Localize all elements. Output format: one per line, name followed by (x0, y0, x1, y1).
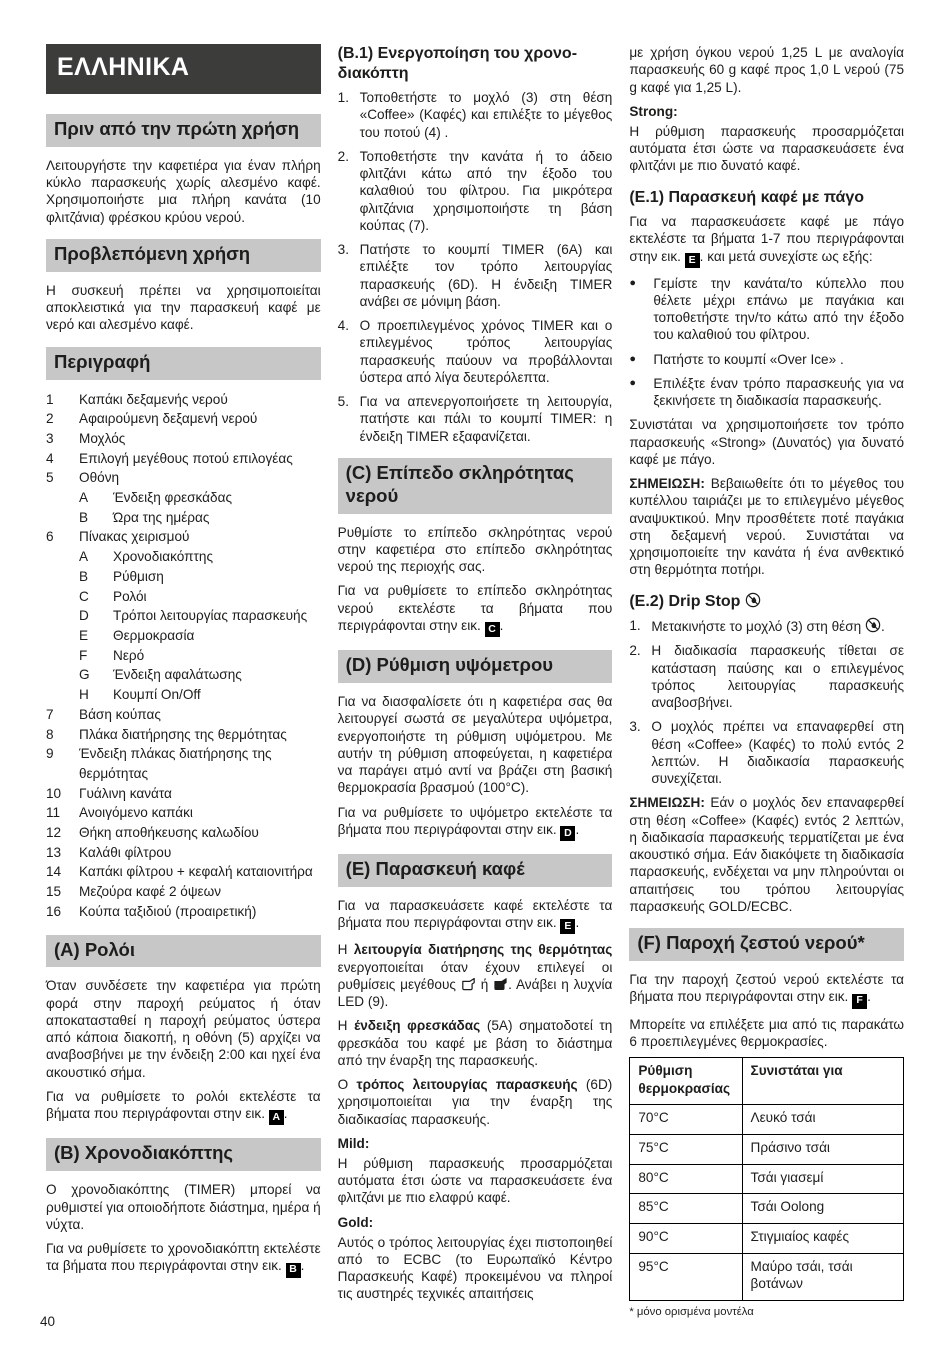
part-name: Ένδειξη φρεσκάδας (113, 490, 232, 506)
figure-ref-badge: F (852, 994, 867, 1009)
bold-text: ΣΗΜΕΙΩΣΗ: (629, 795, 705, 811)
drip-stop-icon (745, 592, 761, 608)
paragraph: Συνιστάται να χρησιμοποιήσετε τον τρόπο παρασκευής «Strong» (Δυνατός) για δυνατό καφέ με πάγο. (629, 417, 905, 467)
figure-ref-badge: C (485, 622, 500, 637)
part-name: Νερό (113, 647, 145, 663)
part-name: Καπάκι φίλτρου + κεφαλή καταιονιτήρα (79, 864, 313, 880)
bullet-dot-icon: ● (629, 376, 636, 389)
part-number: 4 (46, 450, 54, 466)
subsection-heading: (E.1) Παρασκευή καφέ με πάγο (629, 188, 865, 206)
item-text: Ο προεπιλεγμένος χρόνος TIMER και ο επιλεγμένος τρόπος λειτουργίας παρασκευής παύουν να προβάλλονται ύστερα από λίγα δευτερόλεπτα. (359, 318, 613, 385)
item-text: Για να απενεργοποιήσετε τη λειτουργία, πατήστε και πάλι το κουμπί TIMER: η ένδειξη TIMER εξαφανίζεται. (359, 394, 613, 444)
part-number: H (79, 687, 89, 703)
part-number: 9 (46, 746, 54, 762)
section-heading: (D) Ρύθμιση υψόμετρου (338, 650, 613, 683)
part-number: 14 (46, 864, 62, 880)
part-name: Γυάλινη κανάτα (79, 785, 172, 801)
column-3 (629, 44, 904, 1318)
parts-list-item (46, 429, 321, 449)
section-heading: Περιγραφή (46, 347, 321, 380)
page-number: 40 (40, 1314, 56, 1329)
numbered-item (338, 317, 613, 386)
column-1 (46, 44, 321, 1285)
section-heading: (C) Επίπεδο σκληρότητας νερού (338, 458, 613, 514)
parts-list-item (46, 547, 321, 567)
parts-list-item (46, 843, 321, 863)
column-2 (338, 44, 613, 1310)
item-text: Πατήστε το κουμπί «Over Ice» . (653, 351, 844, 367)
paragraph: Η συσκευή πρέπει να χρησιμοποιείται αποκλειστικά για την παρασκευή καφέ με νερό και αλεσμένο καφέ. (46, 282, 321, 333)
part-number: B (79, 509, 89, 525)
parts-list (46, 390, 321, 922)
paragraph: με χρήση όγκου νερού 1,25 L με αναλογία παρασκευής 60 g καφέ προς 1,0 L νερού (75 g καφέ για 1,25 L). (629, 45, 905, 95)
figure-ref-badge: B (286, 1263, 301, 1278)
part-number: C (79, 588, 89, 604)
parts-list-item (46, 882, 321, 902)
temperature-table (629, 1057, 904, 1301)
parts-list-item (46, 567, 321, 587)
numbered-item (338, 393, 613, 445)
section-heading: Πριν από την πρώτη χρήση (46, 114, 321, 147)
parts-list-item (46, 685, 321, 705)
parts-list-item (46, 587, 321, 607)
paragraph: Για να ρυθμίσετε το επίπεδο σκληρότητας νερού εκτελέστε τα βήματα που περιγράφονται στην εικ. C . (338, 582, 613, 637)
item-text: Πατήστε το κουμπί TIMER (6A) και επιλέξτε τον τρόπο λειτουργίας παρασκευής (6D). Η ένδειξη TIMER ανάβει σε μόνιμη βάση. (359, 242, 613, 309)
part-number: 10 (46, 785, 62, 801)
part-name: Βάση κούπας (79, 706, 161, 722)
part-number: B (79, 568, 89, 584)
parts-list-item (46, 705, 321, 725)
numbered-item (629, 617, 904, 635)
carafe-outline-icon (461, 977, 476, 991)
part-number: 2 (46, 411, 54, 427)
part-name: Πλάκα διατήρησης της θερμότητας (79, 726, 287, 742)
parts-list-item (46, 744, 321, 783)
bold-text: λειτουργία διατήρησης της θερμότητας (353, 942, 613, 958)
parts-list-item (46, 725, 321, 745)
part-name: Ρύθμιση (113, 568, 164, 584)
paragraph: Λειτουργήστε την καφετιέρα για έναν πλήρη κύκλο παρασκευής χωρίς αλεσμένο καφέ. Χρησιμοποιήστε μια πλήρη κανάτα (10 φλιτζάνια) φρέσκου κρύου νερού. (46, 157, 321, 225)
parts-list-item (46, 390, 321, 410)
item-text: Μετακινήστε το μοχλό (3) στη θέση . (651, 619, 885, 635)
paragraph: Για να ρυθμίσετε το χρονοδιακόπτη εκτελέστε τα βήματα που περιγράφονται στην εικ. B . (46, 1240, 321, 1277)
item-text: Η διαδικασία παρασκευής τίθεται σε κατάσταση παύσης και ο επιλεγμένος τρόπος λειτουργίας παρασκευής αναβοσβήνει. (651, 643, 905, 711)
footnote: * μόνο ορισμένα μοντέλα (629, 1306, 754, 1319)
item-text: Ο μοχλός πρέπει να επαναφερθεί στη θέση «Coffee» (Καφές) το πολύ εντός 2 λεπτών. Η διαδικασία παρασκευής συνεχίζεται. (651, 719, 905, 787)
language-title: ΕΛΛΗΝΙΚΑ (46, 44, 321, 94)
part-number: 5 (46, 470, 54, 486)
part-number: 7 (46, 706, 54, 722)
part-number: A (79, 490, 89, 506)
paragraph: Ο χρονοδιακόπτης (TIMER) μπορεί να ρυθμιστεί για οποιοδήποτε διάστημα, ημέρα ή νύχτα. (46, 1182, 321, 1232)
parts-list-item (46, 862, 321, 882)
bold-text: τρόπος λειτουργίας παρασκευής (356, 1077, 578, 1093)
mode-label: Mild: (337, 1135, 370, 1151)
table-cell: Μαύρο τσάι, τσάι βοτάνων (742, 1253, 903, 1300)
paragraph: Για να παρασκευάσετε καφέ εκτελέστε τα βήματα που περιγράφονται στην εικ. E . (338, 897, 613, 934)
parts-list-item (46, 665, 321, 685)
item-number: 2. (629, 643, 641, 659)
figure-ref-badge: D (560, 826, 575, 841)
part-number: A (79, 549, 89, 565)
table-row (630, 1105, 904, 1135)
part-number: 12 (46, 825, 62, 841)
part-number: D (79, 608, 89, 624)
parts-list-item (46, 803, 321, 823)
item-number: 1. (629, 618, 641, 634)
part-number: F (79, 647, 88, 663)
table-row (630, 1164, 904, 1194)
paragraph: Για να ρυθμίσετε το υψόμετρο εκτελέστε τα βήματα που περιγράφονται στην εικ. D . (338, 804, 613, 841)
part-number: E (79, 628, 89, 643)
table-cell: Λευκό τσάι (742, 1105, 903, 1135)
item-text: Τοποθετήστε το μοχλό (3) στη θέση «Coffee» (Καφές) και επιλέξτε το μέγεθος του ποτού (4) . (359, 90, 613, 140)
table-row (630, 1253, 904, 1300)
item-number: 5. (337, 394, 350, 410)
table-cell: Πράσινο τσάι (742, 1135, 903, 1165)
paragraph: Για να παρασκευάσετε καφέ με πάγο εκτελέστε τα βήματα 1-7 που περιγράφονται στην εικ. E . και μετά συνεχίστε ως εξής: (629, 213, 904, 268)
item-text: Γεμίστε την κανάτα/το κύπελλο που θέλετε μέχρι επάνω με παγάκια και τοποθετήστε την/το κάτω από την έξοδο του καλαθιού του φίλτρου. (653, 275, 905, 343)
table-row (630, 1224, 904, 1254)
section-heading: (F) Παροχή ζεστού νερού* (629, 928, 904, 961)
table-cell: Στιγμιαίος καφές (742, 1224, 903, 1254)
subsection-heading: (B.1) Ενεργοποίηση του χρονο-διακόπτη (337, 45, 578, 82)
part-number: G (79, 667, 90, 683)
parts-list-item (46, 527, 321, 547)
parts-list-item (46, 508, 321, 528)
part-name: Καλάθι φίλτρου (79, 844, 172, 860)
section-heading: Προβλεπόμενη χρήση (46, 239, 321, 272)
item-number: 4. (337, 318, 350, 334)
paragraph: Η ένδειξη φρεσκάδας (5A) σηματοδοτεί τη φρεσκάδα του καφέ με βάση το διάστημα από την έναρξη της παρασκευής. (337, 1018, 613, 1068)
drip-stop-icon (865, 617, 881, 633)
paragraph: Για να διασφαλίσετε ότι η καφετιέρα σας θα λειτουργεί σωστά σε μεγαλύτερα υψόμετρα, ενεργοποιήστε τη ρύθμιση υψόμετρου. Με αυτήν τη ρύθμιση αποφεύγεται, η καφετιέρα να παράγει ατμό αντί να βράζει στη βασική θερμοκρασία βρασμού (100°C). (337, 694, 613, 796)
part-name: Καπάκι δεξαμενής νερού (79, 391, 228, 407)
part-name: Θερμοκρασία (113, 628, 195, 643)
parts-list-item (46, 823, 321, 843)
paragraph: Η ρύθμιση παρασκευής προσαρμόζεται αυτόματα έτσι ώστε να παρασκευάσετε ένα φλιτζάνι με πιο δυνατό καφέ. (629, 123, 905, 174)
table-cell: Τσάι Oolong (742, 1194, 903, 1224)
table-row (630, 1135, 904, 1165)
numbered-item (338, 148, 613, 234)
parts-list-item (46, 626, 321, 646)
table-header-cell: Ρύθμιση θερμοκρασίας (630, 1058, 742, 1105)
part-name: Χρονοδιακόπτης (113, 549, 214, 565)
part-name: Επιλογή μεγέθους ποτού επιλογέας (79, 450, 293, 466)
item-text: Επιλέξτε έναν τρόπο παρασκευής για να ξεκινήσετε τη διαδικασία παρασκευής. (653, 375, 905, 409)
figure-ref-badge: A (269, 1110, 284, 1125)
part-name: Τρόποι λειτουργίας παρασκευής (113, 608, 308, 624)
parts-list-item (46, 646, 321, 666)
numbered-item (629, 642, 904, 711)
table-cell: 80°C (630, 1164, 742, 1194)
part-number: 11 (46, 805, 61, 821)
bullet-item (629, 351, 904, 368)
part-name: Μοχλός (79, 430, 126, 446)
table-row (630, 1194, 904, 1224)
part-number: 3 (46, 430, 54, 446)
numbered-item (338, 241, 613, 310)
part-name: Αφαιρούμενη δεξαμενή νερού (79, 411, 258, 427)
part-name: Ανοιγόμενο καπάκι (79, 805, 193, 821)
numbered-list (629, 617, 904, 787)
section-heading: (B) Χρονοδιακόπτης (46, 1138, 321, 1171)
part-number: 13 (46, 844, 62, 860)
paragraph: Για να ρυθμίσετε το ρολόι εκτελέστε τα βήματα που περιγράφονται στην εικ. A . (46, 1088, 321, 1125)
content-columns (46, 44, 904, 1318)
bullet-dot-icon: ● (629, 276, 636, 289)
paragraph: Η ρύθμιση παρασκευής προσαρμόζεται αυτόματα έτσι ώστε να παρασκευάσετε ένα φλιτζάνι με πιο ελαφρύ καφέ. (337, 1155, 613, 1206)
item-number: 1. (337, 90, 350, 106)
part-name: Θήκη αποθήκευσης καλωδίου (79, 825, 259, 841)
subsection-heading: (E.2) Drip Stop (629, 592, 904, 612)
part-name: Κούπα ταξιδιού (προαιρετική) (79, 903, 257, 919)
paragraph: Ο τρόπος λειτουργίας παρασκευής (6D) χρησιμοποιείται για την έναρξη της διαδικασίας παρασκευής. (337, 1077, 613, 1127)
item-number: 3. (337, 242, 350, 258)
parts-list-item (46, 784, 321, 804)
carafe-filled-icon (493, 977, 508, 991)
section-heading: (A) Ρολόι (46, 935, 321, 968)
part-number: 8 (46, 726, 54, 742)
bullet-list (629, 275, 904, 410)
parts-list-item (46, 468, 321, 488)
parts-list-item (46, 409, 321, 429)
paragraph: Όταν συνδέσετε την καφετιέρα για πρώτη φορά στην παροχή ρεύματος ή όταν αποκατασταθεί η παροχή ρεύματος ύστερα από κάποια διακοπή, η οθόνη (5) αρχίζει να αναβοσβήνει με την ένδειξη 2:00 και ηχεί ένα ακουστικό σήμα. (46, 978, 321, 1080)
part-name: Κουμπί On/Off (113, 687, 201, 703)
table-cell: 90°C (630, 1224, 742, 1254)
figure-ref-badge: E (685, 253, 700, 268)
bullet-item (629, 375, 904, 410)
paragraph: Αυτός ο τρόπος λειτουργίας έχει πιστοποιηθεί από το ECBC (το Ευρωπαϊκό Κέντρο Παρασκευής Καφέ) προκειμένου να πληροί τις αυστηρές τεχνικές απαιτήσεις (337, 1234, 613, 1302)
mode-label: Strong: (629, 103, 678, 119)
part-number: 1 (46, 391, 54, 407)
table-cell: Τσάι γιασεμί (742, 1164, 903, 1194)
item-number: 2. (337, 148, 350, 164)
table-header-cell: Συνιστάται για (742, 1058, 903, 1105)
part-name: Ένδειξη αφαλάτωσης (113, 667, 242, 683)
part-number: 15 (46, 884, 62, 900)
part-name: Πίνακας χειρισμού (79, 529, 190, 545)
numbered-list (338, 89, 613, 445)
table-cell: 95°C (630, 1253, 742, 1300)
bold-text: ΣΗΜΕΙΩΣΗ: (629, 476, 705, 492)
numbered-item (338, 89, 613, 141)
paragraph: Μπορείτε να επιλέξετε μια από τις παρακάτω 6 προεπιλεγμένες θερμοκρασίες. (629, 1016, 905, 1049)
section-heading: (E) Παρασκευή καφέ (338, 854, 613, 887)
part-name: Ώρα της ημέρας (113, 509, 210, 525)
part-name: Ρολόι (113, 588, 147, 604)
part-name: Μεζούρα καφέ 2 όψεων (79, 884, 222, 900)
paragraph: ΣΗΜΕΙΩΣΗ: Βεβαιωθείτε ότι το μέγεθος του κυπέλλου ταιριάζει με το επιλεγμένο μέγεθος αναψυκτικού. Μην προσθέτετε ποτέ παγάκια στη δεξαμενή νερού. Συνιστάται να χρησιμοποιείτε την κανάτα ή ένα ανθεκτικό στη θερμότητα ποτήρι. (629, 476, 905, 578)
table-cell: 70°C (630, 1105, 742, 1135)
numbered-item (629, 718, 904, 787)
table-header-row (630, 1058, 904, 1105)
mode-label: Gold: (337, 1214, 374, 1230)
item-text: Τοποθετήστε την κανάτα ή το άδειο φλιτζάνι κάτω από την έξοδο του καλαθιού του φίλτρου. Για μικρότερα φλιτζάνια χρησιμοποιήστε τη βάση κούπας (7). (359, 148, 613, 233)
bold-text: ένδειξη φρεσκάδας (354, 1018, 481, 1034)
item-number: 3. (629, 719, 641, 735)
part-number: 6 (46, 529, 54, 545)
table-cell: 75°C (630, 1135, 742, 1165)
part-number: 16 (46, 903, 62, 919)
paragraph: Ρυθμίστε το επίπεδο σκληρότητας νερού στην καφετιέρα στο επίπεδο σκληρότητας νερού της περιοχής σας. (337, 524, 613, 575)
parts-list-item (46, 902, 321, 922)
parts-list-item (46, 449, 321, 469)
paragraph: ΣΗΜΕΙΩΣΗ: Εάν ο μοχλός δεν επαναφερθεί στη θέση «Coffee» (Καφές) εντός 2 λεπτών, η διαδικασία παρασκευής τερματίζεται με ένα ακουστικό σήμα. Εάν διακόψετε τη διαδικασία παρασκευής, ενδέχεται να μην πληρούνται οι απαιτήσεις του τρόπου λειτουργίας παρασκευής GOLD/ECBC. (629, 795, 905, 914)
part-name: Οθόνη (79, 470, 120, 486)
parts-list-item (46, 488, 321, 508)
bullet-dot-icon: ● (629, 352, 636, 365)
paragraph: Η λειτουργία διατήρησης της θερμότητας ενεργοποιείται όταν έχουν επιλεγεί οι ρυθμίσεις μεγέθους ή . Ανάβει η λυχνία LED (9). (337, 942, 613, 1010)
part-name: Ένδειξη πλάκας διατήρησης της θερμότητας (79, 746, 272, 781)
bullet-item (629, 275, 904, 344)
table-cell: 85°C (630, 1194, 742, 1224)
figure-ref-badge: E (560, 919, 575, 934)
paragraph: Για την παροχή ζεστού νερού εκτελέστε τα βήματα που περιγράφονται στην εικ. F . (629, 971, 904, 1008)
parts-list-item (46, 606, 321, 626)
